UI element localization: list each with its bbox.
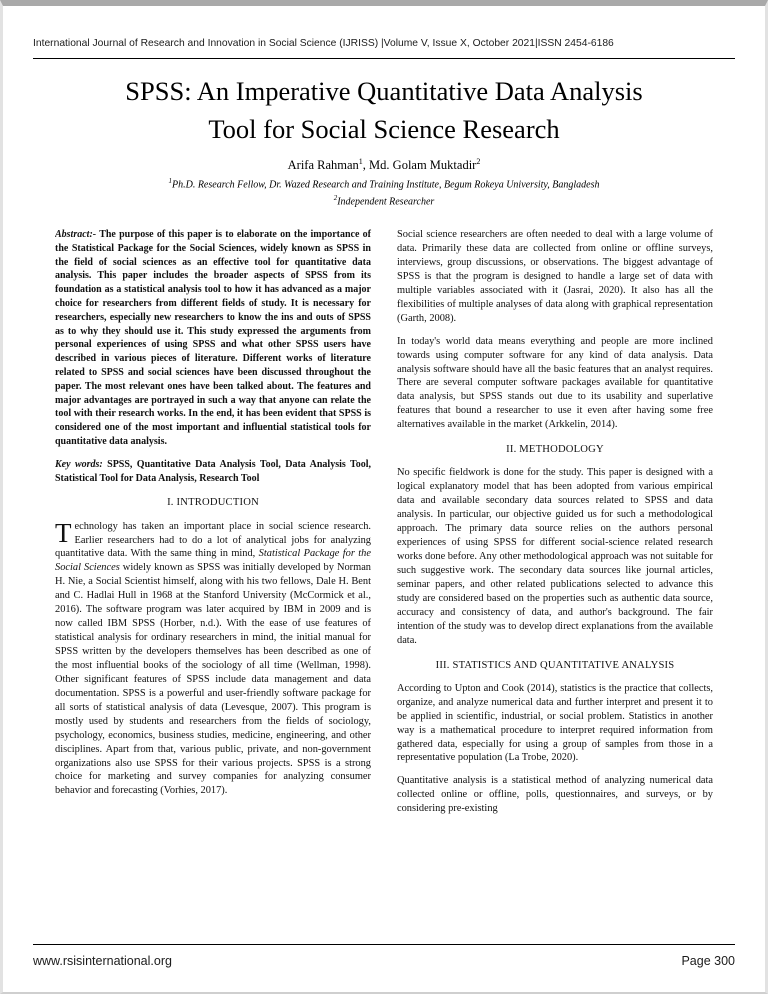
dropcap-letter: T (55, 517, 72, 548)
affiliation-2-sup: 2 (333, 194, 338, 203)
introduction-text-post: widely known as SPSS was initially developed by Norman H. Nie, a Social Scientist himself, along with his two fellows, Dale H. Bent and C. Hadlai Hull in 1968 at the Stanford University (McCormick et al., 2016). The software program was later acquired by IBM in 2009 and is now called IBM SPSS (Horber, n.d.). With the ease of use features of statistical analysis for ordinary researchers in mind, the initial manual for SPSS written by the developers themselves has been described as one of the most influential books of the sociology of all time (Wellman, 1998). Other significant features of SPSS include data management and data documentation. SPSS is a powerful and user-friendly software package for all sorts of statistical analysis of data (Levesque, 2007). This program is mostly used by students and researchers from the fields of sociology, psychology, economics, business studies, medicine, engineering, and other disciplines. Apart from that, various public, private, and non-government organizations also use SPSS for their various projects. SPSS is a strong choice for marketing and survey companies for analyzing consumer behavior and forecasting (Vorhies, 2017). (55, 562, 371, 797)
body-paragraph-1: Social science researchers are often needed to deal with a large volume of data. Primarily these data are collected from online or offline surveys, interviews, group discussions, or observations. The biggest advantage of SPSS is that the program is designed to handle a large set of data with multiple variables associated with it (Jasrai, 2020). It also has all the flexibilities of multiple analyses of data along with graphical representation (Garth, 2008). (397, 229, 713, 324)
keywords-body: SPSS, Quantitative Data Analysis Tool, Data Analysis Tool, Statistical Tool for Data Analysis, Research Tool (55, 458, 371, 484)
affiliation-2-text: Independent Researcher (337, 196, 435, 208)
statistics-paragraph-1: According to Upton and Cook (2014), statistics is the practice that collects, organize, and analyze numerical data and further interpret and present it to be applied in scientific, industrial, or social problem. Statistics in another way is a mathematical procedure to interpret required information from gathered data, especially for using a group of samples from those in a representative population (La Trobe, 2020). (397, 682, 713, 764)
methodology-paragraph: No specific fieldwork is done for the study. This paper is designed with a logical explanatory model that has been adopted from various empirical data and available secondary data sources related to SPSS and data analysis. In particular, our objective guided us for such a methodological approach. The primary data source relies on the authors personal experiences of using SPSS for different social-science related research works done before. Any other methodological approach was not suitable for such suggestive work. The secondary data sources like journal articles, seminar papers, and other related publications selected to advance this study are considered based on the properties such as authentic data source, accuracy and consistency of data, and author's background. The fair intention of the study was to develop direct explanations from the available data. (397, 467, 713, 646)
author-1: Arifa Rahman (287, 158, 359, 173)
keywords-paragraph (55, 458, 371, 486)
right-column (397, 228, 713, 944)
introduction-text-pre: echnology has taken an important place in social science research. Earlier researchers had to do a lot of analytical jobs for analyzing quantitative data. With the same thing in mind, (55, 520, 371, 560)
paper-title-line2: Tool for Social Science Research (208, 113, 560, 144)
affiliation-1 (3, 176, 765, 193)
abstract-label: Abstract:- (55, 229, 97, 241)
two-column-body (55, 228, 713, 944)
header-divider (33, 58, 735, 59)
paper-title (3, 73, 765, 148)
section-heading-introduction: I. INTRODUCTION (167, 497, 259, 509)
left-column (55, 228, 371, 944)
abstract-body: The purpose of this paper is to elaborate on the importance of the Statistical Package for the Social Sciences, widely known as SPSS in the field of social sciences as an effective tool for quantitative data analysis. This paper includes the broader aspects of SPSS from its foundation as a statistical analysis tool to how it has advanced as a major choice for researchers from different fields of study. It is necessary for researchers, especially new researchers to know the ins and outs of SPSS as to why they should use it. This study expressed the arguments from personal experiences of using SPSS and what other SPSS users have described in various pieces of literature. Different works of literature related to SPSS and social sciences have been discussed throughout the paper. The most relevant ones have been talked about. The features and major advantages are portrayed in such a way that anyone can relate the tool with their research works. In the end, it has been evident that SPSS is considered one of the most important and influential statistical tools for quantitative data analysis. (55, 229, 371, 448)
footer-page-number: Page 300 (681, 954, 735, 968)
affiliation-2 (3, 193, 765, 210)
statistics-paragraph-2: Quantitative analysis is a statistical method of analyzing numerical data collected online or offline, polls, questionnaires, and surveys, or by considering pre-existing (397, 775, 713, 815)
introduction-paragraph (55, 517, 371, 799)
affiliations (3, 176, 765, 210)
section-heading-methodology: II. METHODOLOGY (506, 444, 604, 456)
introduction-italic-phrase: Statistical Package for the Social Sciences (55, 548, 371, 574)
authors-line (3, 157, 765, 173)
footer-website-link[interactable]: www.rsisinternational.org (33, 954, 172, 968)
author-2-sup: 2 (476, 157, 481, 167)
footer-row (3, 945, 765, 968)
body-paragraph-2: In today's world data means everything and people are more inclined towards using computer software for any kind of data analysis. Data analysis software should have all the basic features that an analyst requires. There are several computer software packages available for quantitative data analysis, but SPSS stands out due to its usability and superlative features that bound a researcher to use it even after having some free alternatives available in the market (Arkkelin, 2014). (397, 335, 713, 431)
author-1-sup: 1 (358, 157, 363, 167)
author-separator: , (362, 158, 370, 173)
abstract-paragraph (55, 228, 371, 449)
journal-header: International Journal of Research and Innovation in Social Science (IJRISS) |Volume V, Issue X, October 2021|ISSN 2454-6186 (33, 38, 614, 49)
author-2: Md. Golam Muktadir (369, 158, 477, 173)
affiliation-1-text: Ph.D. Research Fellow, Dr. Wazed Research and Training Institute, Begum Rokeya University, Bangladesh (171, 179, 600, 191)
keywords-label: Key words: (55, 458, 103, 470)
paper-title-line1: SPSS: An Imperative Quantitative Data Analysis (125, 76, 643, 106)
page-footer (3, 944, 765, 992)
affiliation-1-sup: 1 (168, 177, 172, 186)
section-heading-statistics: III. STATISTICS AND QUANTITATIVE ANALYSIS (435, 659, 675, 671)
